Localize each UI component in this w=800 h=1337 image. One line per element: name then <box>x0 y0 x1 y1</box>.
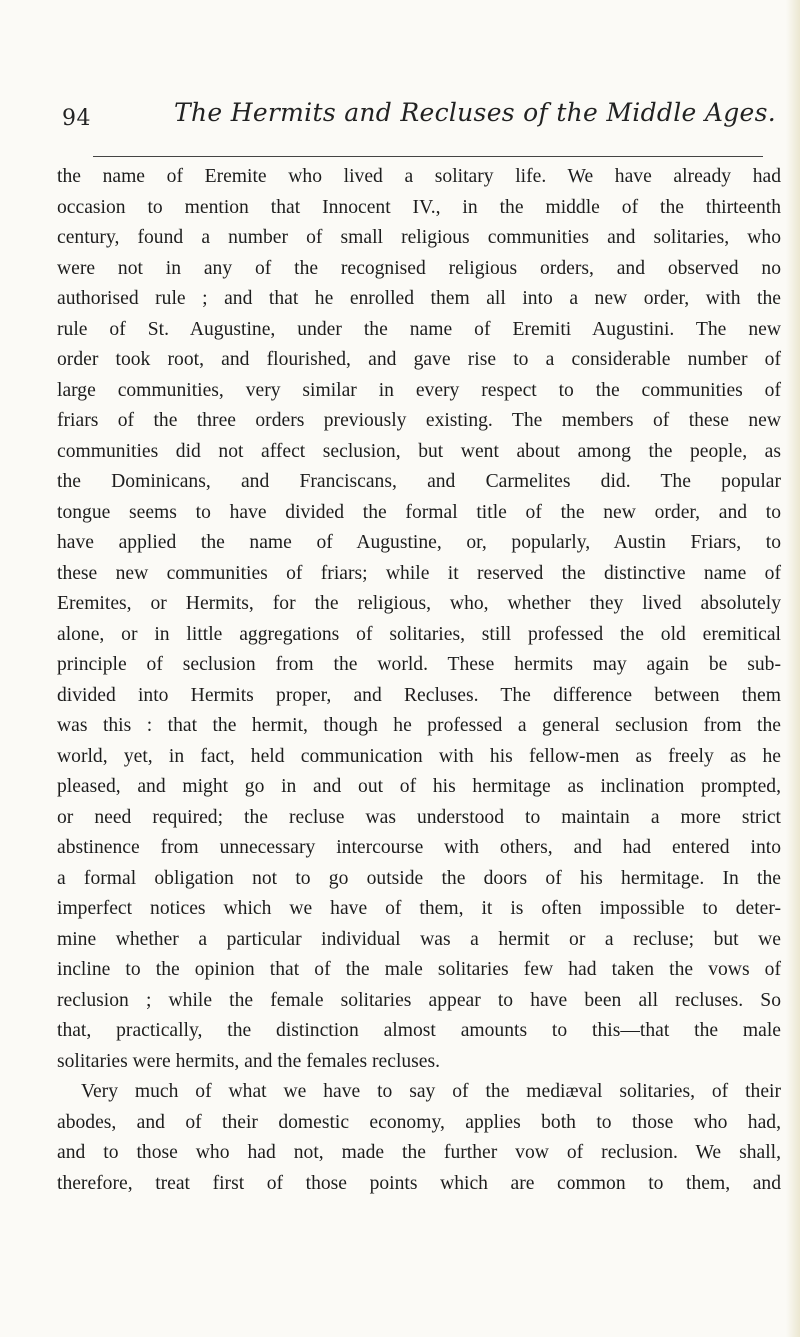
text-line: world, yet, in fact, held communication with his fellow-men as freely as he <box>57 745 781 767</box>
text-line-paragraph-end: solitaries were hermits, and the females recluses. <box>57 1050 441 1072</box>
text-line: principle of seclusion from the world. These hermits may again be sub- <box>57 654 781 675</box>
text-line: have applied the name of Augustine, or, popularly, Austin Friars, to <box>57 532 781 553</box>
text-line: these new communities of friars; while it reserved the distinctive name of <box>57 562 781 584</box>
text-line: or need required; the recluse was understood to maintain a more strict <box>57 806 781 828</box>
text-line: a formal obligation not to go outside the doors of his hermitage. In the <box>57 867 781 889</box>
text-line: rule of St. Augustine, under the name of Eremiti Augustini. The new <box>57 318 781 340</box>
text-line: that, practically, the distinction almost amounts to this—that the male <box>57 1020 781 1041</box>
text-line: the Dominicans, and Franciscans, and Carmelites did. The popular <box>57 471 781 492</box>
running-title: The Hermits and Recluses of the Middle Ages. <box>174 98 776 127</box>
text-line: order took root, and flourished, and gave rise to a considerable number of <box>57 349 781 370</box>
text-line: century, found a number of small religious communities and solitaries, who <box>57 227 781 248</box>
text-line: abodes, and of their domestic economy, applies both to those who had, <box>57 1111 781 1133</box>
text-line: pleased, and might go in and out of his hermitage as inclination prompted, <box>57 776 781 797</box>
text-line: were not in any of the recognised religious orders, and observed no <box>57 257 781 279</box>
text-line: friars of the three orders previously existing. The members of these new <box>57 410 781 431</box>
text-line: imperfect notices which we have of them, it is often impossible to deter- <box>57 898 781 919</box>
text-line: the name of Eremite who lived a solitary life. We have already had <box>57 166 781 187</box>
text-line: tongue seems to have divided the formal title of the new order, and to <box>57 501 781 523</box>
text-line: abstinence from unnecessary intercourse with others, and had entered into <box>57 837 781 858</box>
text-line-paragraph-start: Very much of what we have to say of the mediæval solitaries, of their <box>81 1081 781 1102</box>
header-rule <box>93 156 763 157</box>
text-line: was this : that the hermit, though he professed a general seclusion from the <box>57 715 781 736</box>
page-edge-shadow <box>786 0 800 1337</box>
text-line: divided into Hermits proper, and Recluses. The difference between them <box>57 684 781 706</box>
text-line: mine whether a particular individual was a hermit or a recluse; but we <box>57 928 781 950</box>
text-line: reclusion ; while the female solitaries appear to have been all recluses. So <box>57 989 781 1011</box>
text-line: incline to the opinion that of the male solitaries few had taken the vows of <box>57 959 781 980</box>
text-line: communities did not affect seclusion, but went about among the people, as <box>57 440 781 462</box>
running-head <box>62 96 782 136</box>
text-line: alone, or in little aggregations of solitaries, still professed the old eremitical <box>57 623 781 645</box>
body-text <box>57 162 781 1199</box>
page-number: 94 <box>62 106 91 131</box>
text-line: authorised rule ; and that he enrolled them all into a new order, with the <box>57 288 781 309</box>
text-line: large communities, very similar in every respect to the communities of <box>57 379 781 401</box>
text-line: and to those who had not, made the further vow of reclusion. We shall, <box>57 1142 781 1163</box>
text-line: therefore, treat first of those points which are common to them, and <box>57 1172 781 1194</box>
text-line: occasion to mention that Innocent IV., in the middle of the thirteenth <box>57 196 781 218</box>
text-line: Eremites, or Hermits, for the religious, who, whether they lived absolutely <box>57 593 781 614</box>
